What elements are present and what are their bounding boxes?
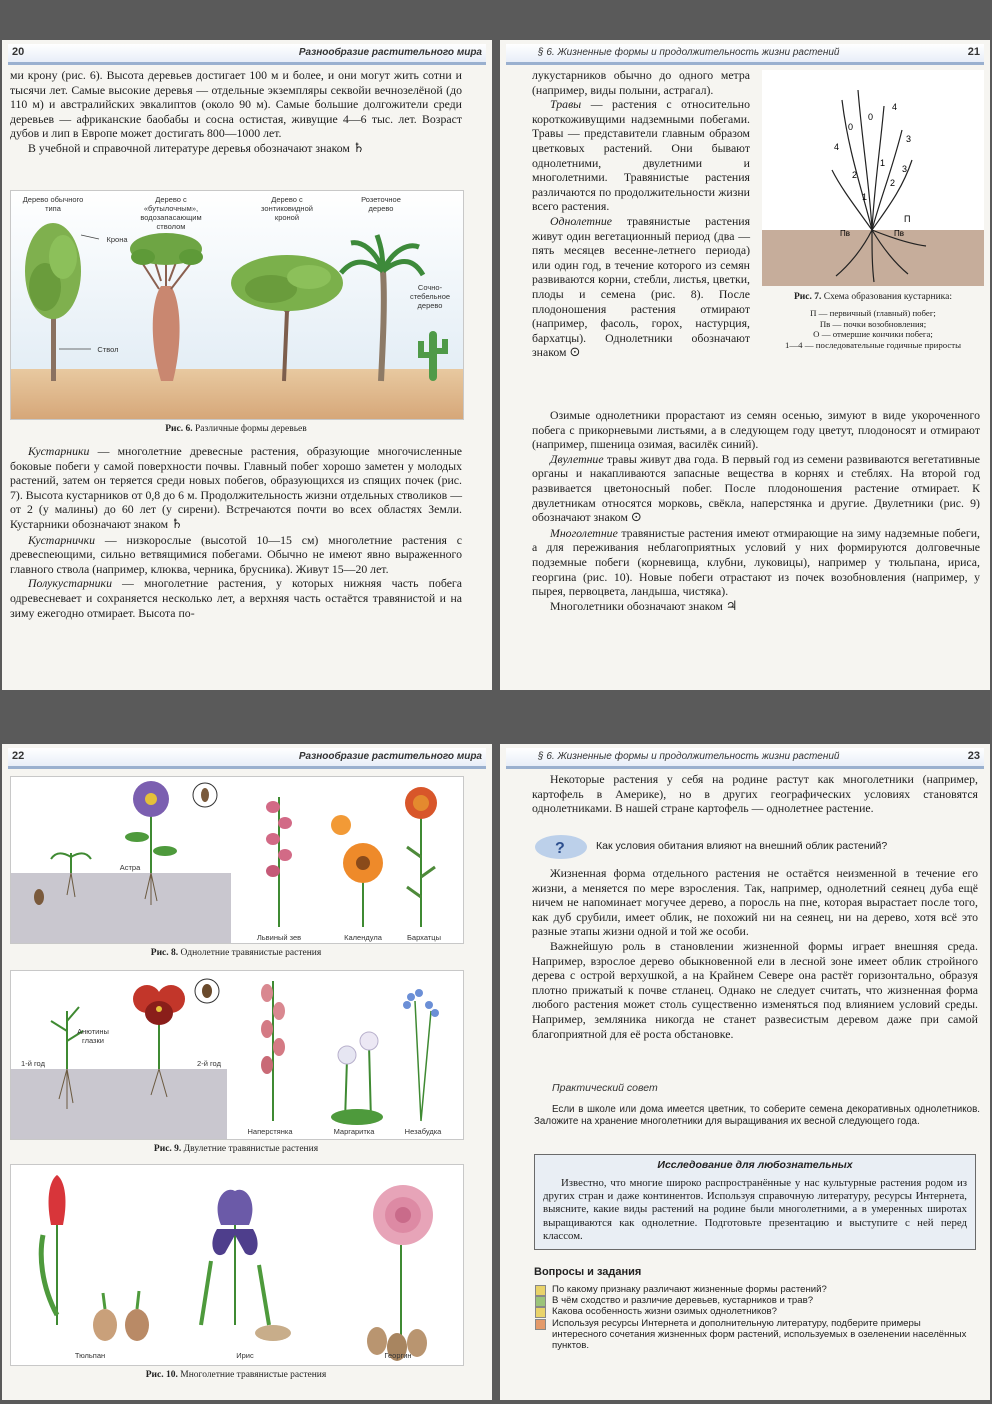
svg-text:4: 4 <box>834 142 840 152</box>
list-item: Используя ресурсы Интернета и дополнительную литературу, подберите примеры интересного сочетания жизненных форм растений, используемых в озеленении населённых пунктов. <box>534 1318 978 1352</box>
snapdragon-icon <box>266 797 292 927</box>
paragraph-perennial-sign: Многолетники обозначают знаком ♃ <box>550 598 738 614</box>
list-item: По какому признаку различают жизненные формы растений? <box>534 1284 978 1295</box>
page-20 <box>2 40 492 690</box>
label-snapdragon: Львиный зев <box>256 933 302 942</box>
running-title: Разнообразие растительного мира <box>298 751 482 762</box>
label-rosette-tree: Розеточное дерево <box>361 195 401 213</box>
page-23 <box>500 744 990 1400</box>
research-text: Известно, что многие широко распространённые у нас культурные растения родом из других стран и даже континентов. Используя справочную литературу, ресурсы Интернета, выясните, какие виды растений на родине были многолетними, а в умеренных широтах выращиваются как однолетние. Подготовьте презентацию и выступите с ней перед классом. <box>543 1177 967 1242</box>
annuals-illustration <box>11 777 463 943</box>
svg-text:П: П <box>904 214 911 224</box>
page-21 <box>500 40 990 690</box>
tree-sign-icon: ♄ <box>352 140 365 156</box>
shrub-scheme-illustration <box>762 70 984 286</box>
page-number: 23 <box>967 750 980 762</box>
page-number: 21 <box>967 46 980 58</box>
question-bubble-icon <box>534 834 588 860</box>
svg-text:1: 1 <box>880 158 886 168</box>
svg-text:1: 1 <box>862 192 868 202</box>
annual-sign-icon: ⊙ <box>569 345 581 361</box>
label-tulip: Тюльпан <box>74 1351 106 1360</box>
question-callout <box>534 834 980 860</box>
shrub-sign-icon: ♄ <box>171 516 183 532</box>
daisy-icon <box>331 1032 383 1125</box>
foxglove-icon <box>261 981 285 1121</box>
page-22 <box>2 744 492 1400</box>
tulip-icon <box>41 1175 149 1341</box>
paragraph: Некоторые растения у себя на родине растут как многолетники (например, картофель в Америке), но в других географических условиях становятся однолетниками. В нашей стране картофель — однолетнее растение. <box>532 772 978 816</box>
questions-list <box>534 1284 978 1351</box>
figure-9-caption: Рис. 9. Двулетние травянистые растения <box>153 1144 319 1154</box>
question-text: Как условия обитания влияют на внешний облик растений? <box>596 840 888 852</box>
paragraph-annuals: Однолетние травянистые растения живут один вегетационный период (два — пять месяцев весенне-летнего периода) или один год, в течение которого из семян развиваются корни, стебли, листья, цветки, плоды и семена (рис. 8). После плодоношения растения отмирают (например, фасоль, горох, настурция, бархатцы). Однолетники обозначают знаком ⊙ <box>532 213 750 361</box>
tree-forms-illustration <box>11 191 463 419</box>
label-crown: Крона <box>106 235 128 244</box>
label-marigold: Бархатцы <box>407 933 441 942</box>
figure-8-annuals <box>10 776 464 944</box>
paragraph-winter-annuals: Озимые однолетники прорастают из семян осенью, зимуют в виде укороченного побега с прикорневыми листьями, а в следующем году цветут, плодоносят и отмирают (например, пшеница озимая, василёк синий). <box>532 408 980 452</box>
dahlia-icon <box>367 1185 433 1361</box>
paragraph-shrubs: Кустарники — многолетние древесные растения, образующие многочисленные боковые побеги у самой поверхности почвы. Главный побег хорошо заметен у молодых растений, затем он теряется среди новых побегов, образующихся из спящих почек (рис. 7). Высота кустарников от 0,8 до 6 м. Продолжительность жизни отдельных стволиков — от 2 (у малины) до 60 лет (у сирени). Встречаются почти во всех областях Земли. Кустарники обозначают знаком ♄ <box>10 444 462 532</box>
svg-text:0: 0 <box>848 122 854 132</box>
svg-text:?: ? <box>555 840 565 857</box>
svg-text:3: 3 <box>902 164 908 174</box>
paragraph: лукустарников обычно до одного метра (например, виды полыни, астрагал). <box>532 68 750 97</box>
label-dahlia: Георгин <box>384 1351 412 1360</box>
list-item: Какова особенность жизни озимых однолетников? <box>534 1306 978 1317</box>
paragraph: В учебной и справочной литературе деревья обозначают знаком ♄ <box>28 140 365 156</box>
running-header <box>506 748 984 769</box>
research-box <box>534 1154 976 1250</box>
paragraph-perennials: Многолетние травянистые растения имеют отмирающие на зиму надземные побеги, а для переживания неблагоприятных условий у них формируются долговечные подземные побеги (корневища, клубни, луковицы), например у тюльпана, ириса, георгина (рис. 10). Новые побеги отрастают из почек возобновления (например, у пырея, первоцвета, ландыша, чистяка). <box>532 525 980 599</box>
svg-text:0: 0 <box>868 112 874 122</box>
figure-10-perennials <box>10 1164 464 1366</box>
questions-title: Вопросы и задания <box>534 1266 642 1278</box>
label-iris: Ирис <box>236 1351 254 1360</box>
biennial-sign-icon: ⊙ <box>630 510 642 526</box>
text-column-left <box>532 68 750 361</box>
research-title: Исследование для любознательных <box>657 1159 853 1171</box>
paragraph-herbs: Травы — растения с относительно короткоживущими надземными побегами. Травы — представители главным образом цветковых растений. Они бывают однолетними, двулетними и многолетними. Травянистые растения различаются по продолжительности жизни всего растения. <box>532 97 750 214</box>
perennial-sign-icon: ♃ <box>725 598 738 614</box>
svg-text:2: 2 <box>852 170 858 180</box>
label-umbrella-tree: Дерево с зонтиковидной кроной <box>261 195 313 222</box>
svg-text:2: 2 <box>890 178 896 188</box>
figure-9-biennials <box>10 970 464 1140</box>
label-foxglove: Наперстянка <box>247 1127 293 1136</box>
label-bottle-tree: Дерево с «бутылочным», водозапасающим стволом <box>140 195 202 231</box>
figure-7-legend: П — первичный (главный) побег; Пв — почки возобновления; О — отмершие кончики побега; 1—4 — последовательные годичные приросты <box>784 308 961 350</box>
marigold-icon <box>405 787 437 927</box>
label-trunk: Ствол <box>97 345 119 354</box>
paragraph-subshrubs: Кустарнички — низкорослые (высотой 10—15 см) многолетние растения с древесneющими, сильно ветвящимися побегами. Обычно не имеют явно выраженного главного ствола (например, клюква, черника, брусника). Живут 15—20 лет. <box>10 532 462 576</box>
text-block-bottom <box>10 444 462 620</box>
running-header <box>8 748 486 769</box>
figure-6-tree-forms <box>10 190 464 420</box>
label-daisy: Маргаритка <box>333 1127 375 1136</box>
paragraph: Важнейшую роль в становлении жизненной формы играет внешняя среда. Например, взрослое дерево обыкновенной ели в лесной зоне имеет облик стройного дерева с острой верхушкой, а на Крайнем Севере она растёт горизонтально, образуя плотно прижатый к почве стланец. Однако не следует считать, что жизненная форма любого растения может столь существенно изменяться под влиянием условий среды. Например, земляника никогда не станет развесистым деревом даже при самой благоприятной для её роста обстановке. <box>532 938 978 1041</box>
label-succulent-tree: Сочно-стебельное дерево <box>409 283 451 310</box>
biennials-illustration <box>11 971 463 1139</box>
page-number: 22 <box>12 750 25 762</box>
label-pansy: Анютины глазки <box>77 1027 109 1045</box>
label-second-year: 2-й год <box>197 1059 221 1068</box>
figure-10-caption: Рис. 10. Многолетние травянистые растения <box>145 1370 327 1380</box>
running-title: § 6. Жизненные формы и продолжительность жизни растений <box>538 751 840 762</box>
advice-title: Практический совет <box>552 1082 658 1094</box>
text-block-middle <box>532 866 978 1041</box>
svg-text:Пв: Пв <box>894 229 904 238</box>
paragraph: Жизненная форма отдельного растения не остаётся неизменной в течение его жизни, а меняется по мере взросления. Так, например, однолетний сеянец дуба ещё ничем не напоминает могучее дерево, а поросль на пне, которая вырастает после того, как дуб срубили, имеет облик, не похожий ни на сеянец, ни на дерево, хотя всё это разные этапы жизни одной и той же особи. <box>532 866 978 939</box>
calendula-icon <box>331 815 383 927</box>
figure-7-caption: Рис. 7. Схема образования кустарника: <box>793 292 953 302</box>
label-common-tree: Дерево обычного типа <box>22 195 84 213</box>
text-block-top <box>532 772 978 816</box>
label-calendula: Календула <box>344 933 382 942</box>
svg-text:Пв: Пв <box>840 229 850 238</box>
advice-text: Если в школе или дома имеется цветник, то соберите семена декоративных однолетников. Заложите на хранение многолетники для выращивания их весной следующего года. <box>534 1104 980 1127</box>
page-number: 20 <box>12 46 25 58</box>
label-forget-me-not: Незабудка <box>404 1127 442 1136</box>
running-header <box>8 44 486 65</box>
figure-7-shrub-scheme <box>762 70 984 286</box>
text-block-lower <box>532 408 980 614</box>
perennials-illustration <box>11 1165 463 1365</box>
svg-text:4: 4 <box>892 102 898 112</box>
paragraph-semishrubs: Полукустарники — многолетние растения, у которых нижняя часть побега одревесневает и сохраняется несколько лет, а верхняя часть остаётся травянистой и на зиму ежегодно отмирает. Высота по- <box>10 576 462 620</box>
paragraph: ми крону (рис. 6). Высота деревьев достигает 100 м и более, и они могут жить сотни и тысячи лет. Самые высокие деревья — отдельные экземпляры секвойи вечнозелёной (до 110 м) и австралийских эвкалиптов (около 90 м). Самые большие долгожители среди деревьев — африканские баобабы и сосна остистая, живущие 4—6 тыс. лет. Возраст дубов и лип в Европе может достигать 800—1000 лет. <box>10 68 462 141</box>
forget-me-not-icon <box>403 989 439 1121</box>
label-aster: Астра <box>119 863 141 872</box>
figure-6-caption: Рис. 6. Различные формы деревьев <box>165 424 307 434</box>
running-header <box>506 44 984 65</box>
paragraph-biennials: Двулетние травы живут два года. В первый год из семени развиваются вегетативные органы и накапливаются запасные вещества в корнях и стеблях. На второй год развивается цветоносный побег. После плодоношения растение отмирает. К двулетникам относятся морковь, свёкла, наперстянка и другие. Двулетники (рис. 9) обозначают знаком ⊙ <box>532 451 980 526</box>
running-title: § 6. Жизненные формы и продолжительность жизни растений <box>538 47 840 58</box>
svg-text:3: 3 <box>906 134 912 144</box>
text-block-top <box>10 68 462 157</box>
figure-8-caption: Рис. 8. Однолетние травянистые растения <box>150 948 322 958</box>
task-marker-icon <box>535 1319 546 1330</box>
iris-icon <box>201 1190 291 1341</box>
running-title: Разнообразие растительного мира <box>298 47 482 58</box>
list-item: В чём сходство и различие деревьев, кустарников и трав? <box>534 1295 978 1306</box>
label-first-year: 1-й год <box>21 1059 45 1068</box>
